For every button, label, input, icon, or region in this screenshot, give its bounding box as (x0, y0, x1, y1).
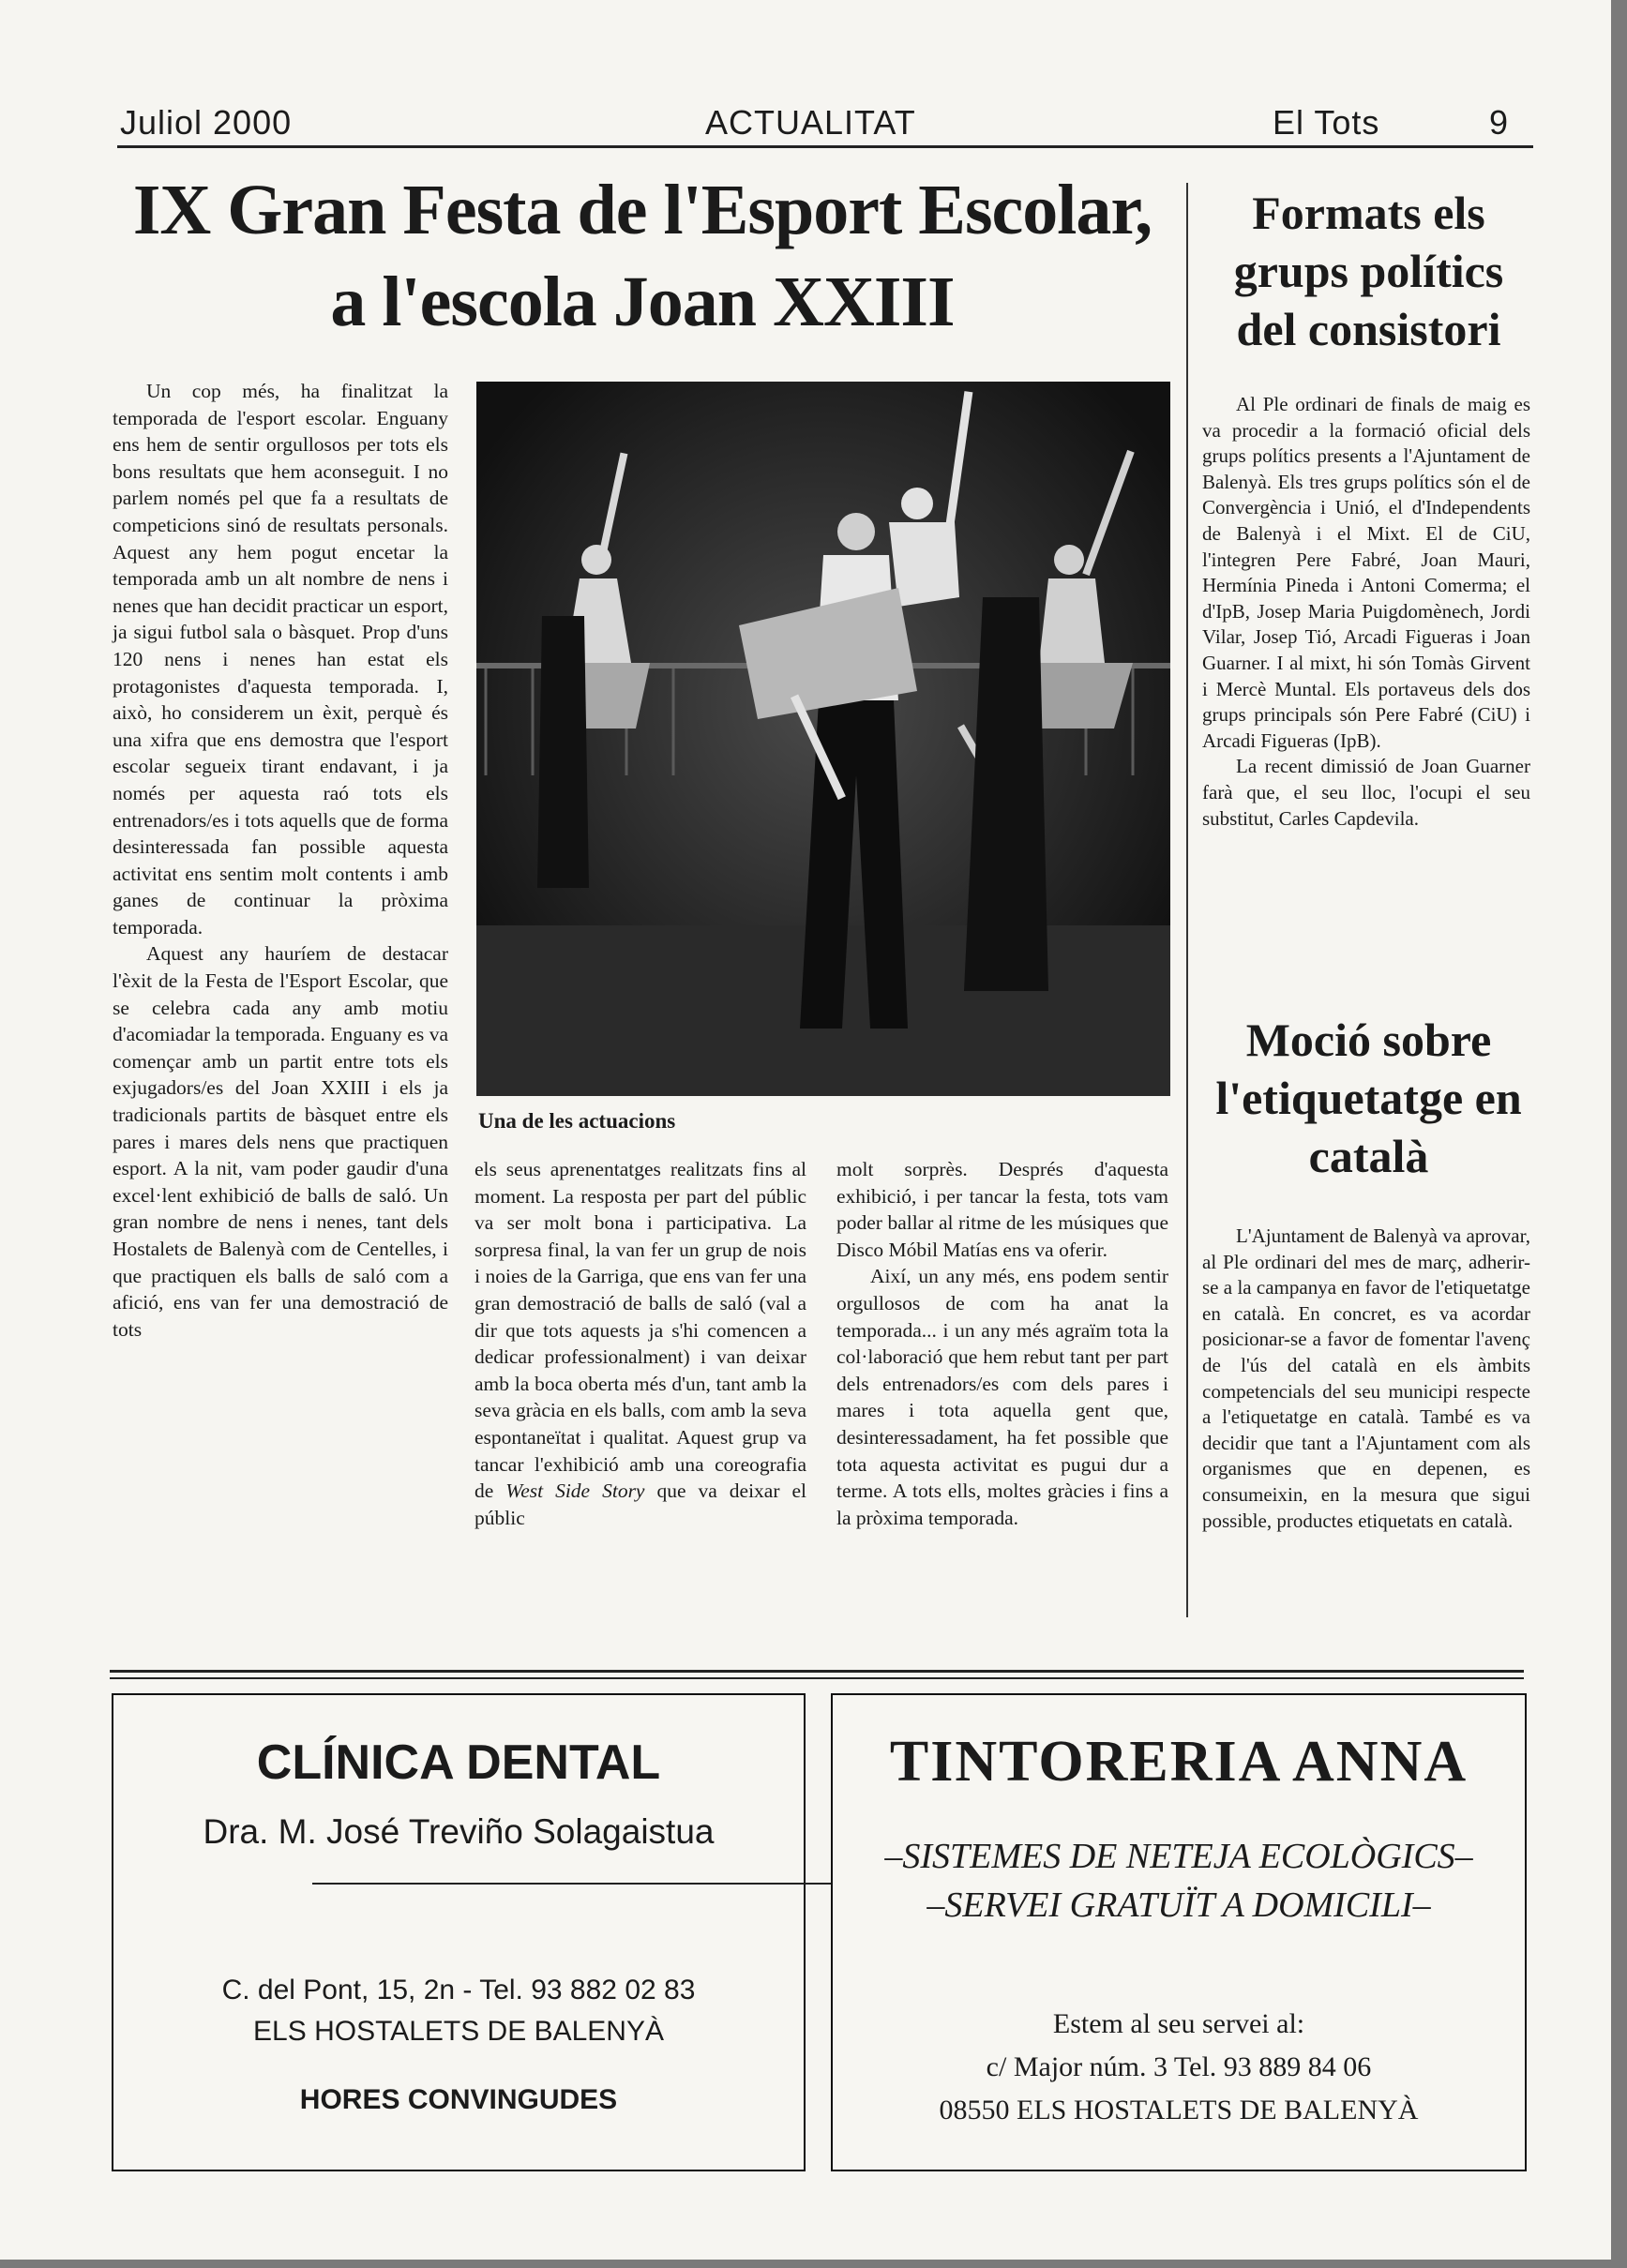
paragraph: Un cop més, ha finalitzat la temporada de l'esport escolar. Enguany ens hem de sentir orgullosos per tots els bons resultats que hem aconseguit. I no parlem només pel que fa a resultats de competicions sinó de resultats personals. Aquest any hem pogut encetar la temporada amb un alt nombre de nens i nenes que han decidit practicar un esport, ja sigui futbol sala o bàsquet. Prop d'uns 120 nens i nenes han estat els protagonistes d'aquesta temporada. I, això, ho considerem un èxit, perquè és una xifra que ens demostra que l'esport escolar segueix tirant endavant, i ja només per aquesta raó tots els entrenadors/es i tots aquells que de forma desinteressada fan possible aquesta activitat ens sentim molt contents i amb ganes de continuar la pròxima temporada. (113, 380, 448, 939)
ad-contact-line: Estem al seu servei al: (1052, 2008, 1305, 2039)
side-article-1-title: Formats els grups polítics del consistori (1233, 187, 1504, 355)
paragraph: L'Ajuntament de Balenyà va aprovar, al Ple ordinari del mes de març, adherir-se a la campanya en favor de l'etiquetatge en català. En concret, es va acordar posicionar-se a favor de fomentar l'avenç de l'ús del català en els àmbits competencials del seu municipi respecte a l'etiquetatge en català. També es va decidir que tant a l'Ajuntament com als organismes que en depenen, es consumeixin, en la mesura que sigui possible, productes etiquetats en català. (1202, 1224, 1530, 1532)
ad-divider (312, 1883, 834, 1885)
main-article-title: IX Gran Festa de l'Esport Escolar, a l'escola Joan XXIII (132, 171, 1152, 341)
side-article-1-body (1202, 392, 1530, 832)
ad-town: ELS HOSTALETS DE BALENYÀ (253, 2016, 664, 2047)
ad-contact-line: 08550 ELS HOSTALETS DE BALENYÀ (939, 2095, 1419, 2125)
dry-cleaner-ad (831, 1693, 1527, 2171)
paragraph: Aquest any hauríem de destacar l'èxit de la Festa de l'Esport Escolar, que se celebra cada any amb motiu d'acomiadar la temporada. Enguany es va començar amb un partit entre tots els exjugadors/es del Joan XXIII i els ja tradicionals partits de bàsquet entre els pares i mares dels nens que practiquen esport. A la nit, vam poder gaudir d'una excel·lent exhibició de balls de saló. Un gran nombre de nens i nenes, tant dels Hostalets de Balenyà com de Centelles, i que practiquen els balls de saló com a afició, ens van fer una demostració de tots (113, 942, 448, 1341)
issue-date: Juliol 2000 (120, 103, 293, 142)
paragraph: Així, un any més, ens podem sentir orgullosos de com ha anat la temporada... i un any més agraïm tota la col·laboració que hem rebut tant per part dels entrenadors/es com dels pares i mares i tota aquella gent que, desinteressadament, ha fet possible que tota aquesta activitat es pugui dur a terme. A tots ells, moltes gràcies i fins a la pròxima temporada. (836, 1265, 1168, 1529)
paragraph: La recent dimissió de Joan Guarner farà que, el seu lloc, l'ocupi el seu substitut, Carles Capdevila. (1202, 755, 1530, 830)
header-rule (117, 145, 1533, 148)
paragraph: molt sorprès. Després d'aquesta exhibició, i per tancar la festa, tots vam poder ballar al ritme de les músiques que Disco Móbil Matías ens va oferir. (836, 1158, 1168, 1261)
work-title: West Side Story (505, 1479, 645, 1503)
ad-business-name: TINTORERIA ANNA (889, 1730, 1469, 1794)
side-article-2-title: Moció sobre l'etiquetatge en català (1215, 1014, 1522, 1182)
paragraph-text: que va deixar el públic (475, 1479, 807, 1529)
photo-caption: Una de les actuacions (478, 1109, 676, 1133)
ads-separator-rule (110, 1670, 1524, 1673)
ad-doctor-name: Dra. M. José Treviño Solagaistua (203, 1812, 715, 1851)
ad-hours: HORES CONVINGUDES (299, 2084, 618, 2115)
dental-clinic-ad (112, 1693, 806, 2171)
ad-tagline: –SERVEI GRATUÏT A DOMICILI– (926, 1885, 1431, 1925)
ad-tagline: –SISTEMES DE NETEJA ECOLÒGICS– (884, 1837, 1473, 1876)
paragraph-text: els seus aprenentatges realitzats fins al moment. La resposta per part del públic va ser molt bona i participativa. La sorpresa final, la van fer un grup de nois i noies de la Garriga, que ens van fer una gran demostració de balls de saló (val a dir que tots aquests ja s'hi comencen a dedicar professionalment) i van deixar amb la boca oberta més d'un, tant amb la seva gràcia en els balls, com amb la seva espontaneïtat i qualitat. Aquest grup va tancar l'exhibició amb una coreografia de (475, 1158, 806, 1503)
ad-address: C. del Pont, 15, 2n - Tel. 93 882 02 83 (221, 1975, 696, 2005)
main-article-column-2 (475, 1156, 806, 1531)
ad-business-name: CLÍNICA DENTAL (256, 1735, 661, 1790)
dance-performance-photo (476, 382, 1170, 1096)
page-number: 9 (1489, 103, 1510, 142)
side-article-2-body (1202, 1224, 1530, 1534)
paragraph: Al Ple ordinari de finals de maig es va procedir a la formació oficial dels grups polítics presents a l'Ajuntament de Balenyà. Els tres grups polítics són el de Convergència i Unió, el d'Independents de Balenyà i el Mixt. El de CiU, l'integren Pere Fabré, Joan Mauri, Hermínia Pineda i Antoni Comerma; el d'IpB, Josep Maria Puigdomènech, Jordi Vilar, Josep Tió, Arcadi Figueras i Joan Guarner. I al mixt, hi són Tomàs Girvent i Mercè Muntal. Els portaveus dels dos grups principals són Pere Fabré (CiU) i Arcadi Figueras (IpB). (1202, 393, 1530, 752)
main-article-column-1 (113, 378, 448, 1343)
paragraph (475, 1156, 806, 1531)
column-divider (1186, 183, 1188, 1617)
ads-separator-rule (110, 1677, 1524, 1679)
publication-name: El Tots (1273, 103, 1380, 142)
section-name: ACTUALITAT (705, 103, 916, 142)
ad-contact-line: c/ Major núm. 3 Tel. 93 889 84 06 (986, 2051, 1372, 2082)
main-article-column-3 (836, 1156, 1168, 1531)
